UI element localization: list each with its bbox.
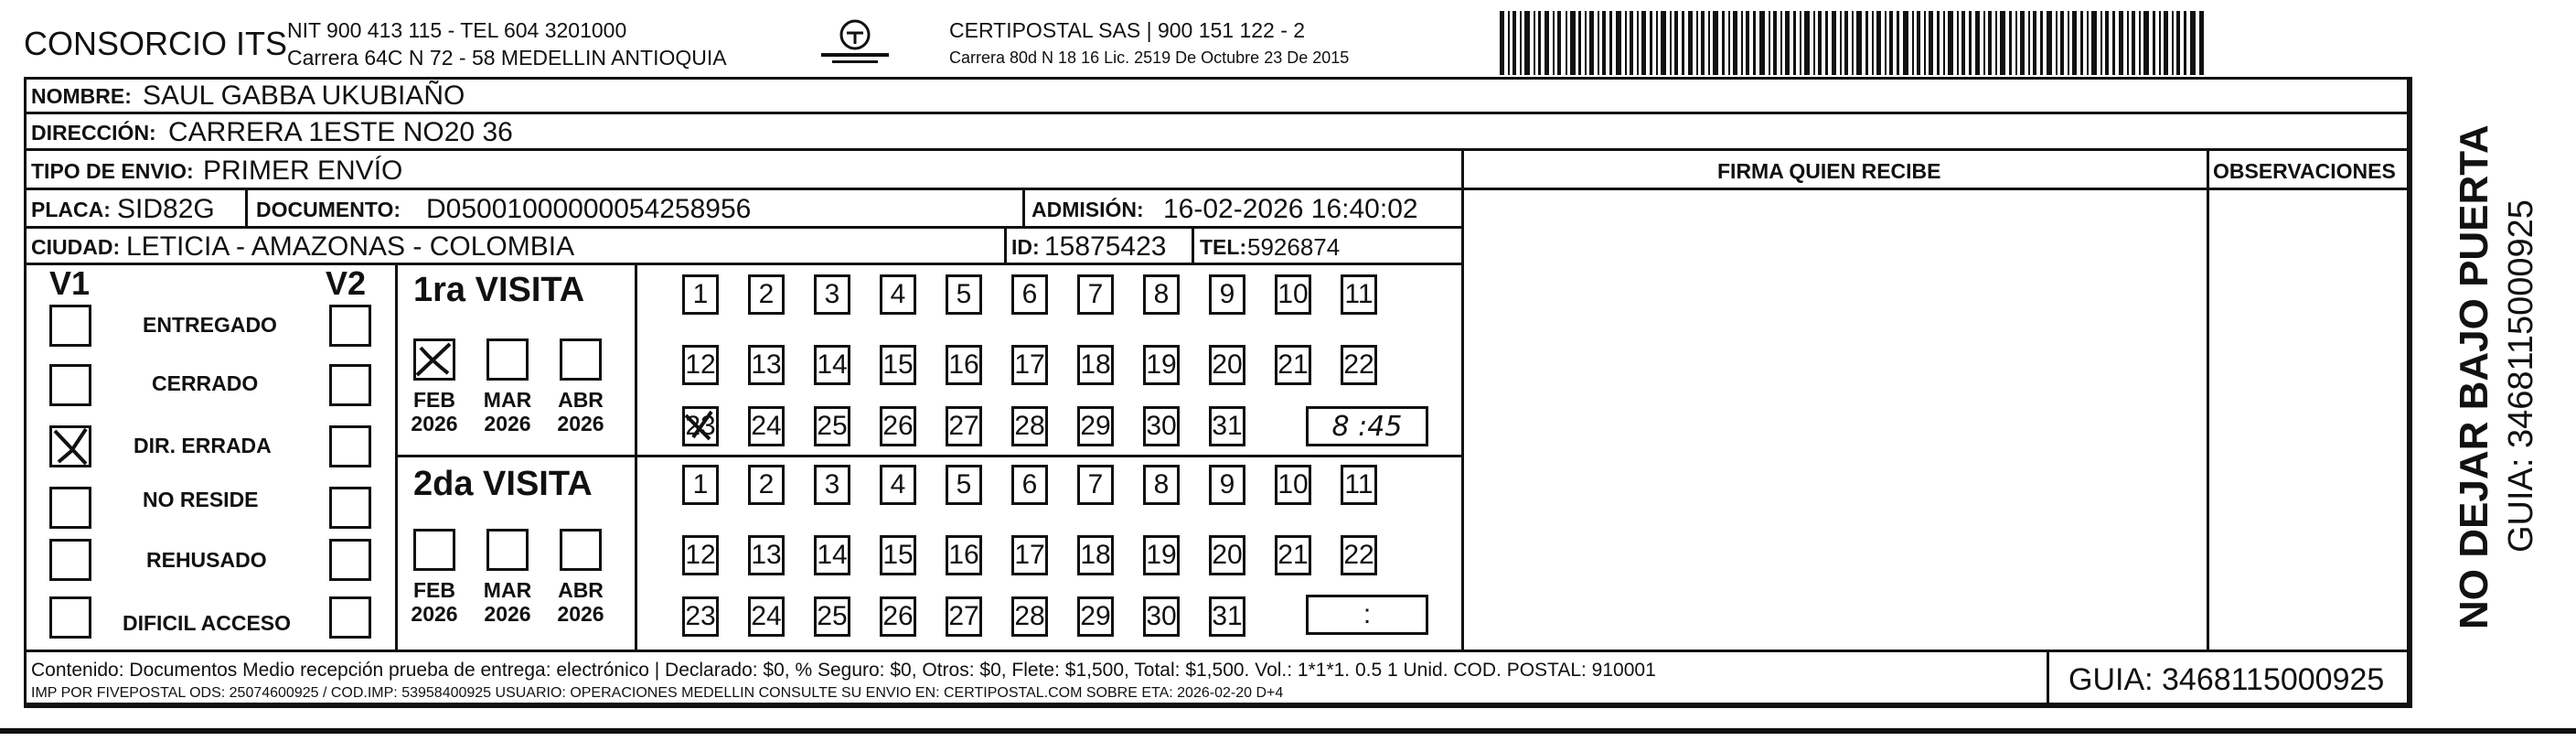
second-visit-day-27[interactable] [946,596,982,637]
first-visit-day-31[interactable] [1209,406,1245,446]
first-visit-day-19[interactable] [1143,345,1180,385]
first-visit-day-label: 7 [1087,279,1104,309]
first-visit-day-4[interactable] [880,274,916,315]
first-visit-day-label: 23 [685,411,716,441]
first-visit-day-label: 25 [817,411,848,441]
first-visit-day-18[interactable] [1077,345,1114,385]
second-visit-day-1[interactable] [682,465,719,505]
v2-checkbox-no-reside[interactable] [329,487,371,529]
second-visit-month-mar[interactable] [486,529,529,571]
side-guia: GUIA: 3468115000925 [2502,199,2540,553]
first-visit-day-label: 29 [1080,411,1111,441]
second-visit-day-4[interactable] [880,465,916,505]
status-rehusado: REHUSADO [146,548,267,572]
first-visit-month-mar[interactable] [486,338,529,381]
v1-checkbox-dificil-acceso[interactable] [49,596,91,639]
second-visit-day-10[interactable] [1275,465,1311,505]
first-visit-day-label: 1 [692,279,709,309]
first-visit-day-label: 28 [1014,411,1045,441]
second-visit-day-label: 31 [1212,601,1243,631]
first-visit-day-30[interactable] [1143,406,1180,446]
second-visit-day-label: 10 [1277,469,1309,499]
first-visit-day-label: 2 [758,279,775,309]
second-visit-day-label: 13 [751,540,782,570]
first-visit-day-label: 14 [817,349,848,380]
second-visit-day-label: 6 [1021,469,1038,499]
first-visit-day-24[interactable] [748,406,785,446]
first-visit-day-label: 12 [685,349,716,380]
second-visit-day-3[interactable] [814,465,850,505]
v1-checkbox-no-reside[interactable] [49,487,91,529]
second-visit-abr-label: ABR 2026 [557,578,604,627]
second-visit-day-20[interactable] [1209,535,1245,575]
second-visit-day-label: 4 [890,469,906,499]
second-visit-day-label: 9 [1219,469,1235,499]
first-visit-month-feb[interactable] [413,338,455,381]
company-name: CONSORCIO ITS [24,25,288,62]
tel-label: TEL: [1200,235,1247,259]
first-visit-day-label: 26 [882,411,914,441]
first-visit-day-12[interactable] [682,345,719,385]
second-visit-day-label: 7 [1087,469,1104,499]
ciudad-label: CIUDAD: [31,235,121,259]
v1-label: V1 [49,264,91,302]
first-visit-day-16[interactable] [946,345,982,385]
id-label: ID: [1011,235,1040,259]
first-visit-month-abr[interactable] [560,338,602,381]
second-visit-day-24[interactable] [748,596,785,637]
second-visit-day-label: 17 [1014,540,1045,570]
first-visit-day-3[interactable] [814,274,850,315]
first-visit-day-23[interactable] [682,406,719,446]
second-visit-day-label: 21 [1277,540,1309,570]
v1-checkbox-cerrado[interactable] [49,364,91,406]
second-visit-day-15[interactable] [880,535,916,575]
nombre-label: NOMBRE: [31,84,132,108]
second-visit-day-label: 16 [948,540,979,570]
first-visit-day-label: 21 [1277,349,1309,380]
first-visit-day-21[interactable] [1275,345,1311,385]
documento-label: DOCUMENTO: [256,198,401,221]
tipo-envio-value: PRIMER ENVÍO [203,156,403,186]
second-visit-day-label: 27 [948,601,979,631]
second-visit-day-17[interactable] [1011,535,1048,575]
courier-line-2: Carrera 80d N 18 16 Lic. 2519 De Octubre 23 De 2015 [949,48,1350,67]
v1-checkbox-dir-errada[interactable] [49,425,91,467]
first-visit-day-25[interactable] [814,406,850,446]
second-visit-day-7[interactable] [1077,465,1114,505]
second-visit-day-label: 20 [1212,540,1243,570]
second-visit-day-28[interactable] [1011,596,1048,637]
second-visit-day-label: 19 [1146,540,1177,570]
first-visit-day-label: 6 [1021,279,1038,309]
first-visit-day-13[interactable] [748,345,785,385]
courier-line-1: CERTIPOSTAL SAS | 900 151 122 - 2 [949,18,1306,42]
status-dificil-acceso: DIFICIL ACCESO [123,611,292,635]
tel-value: 5926874 [1247,233,1341,261]
first-visit-day-label: 16 [948,349,979,380]
first-visit-day-label: 31 [1212,411,1243,441]
second-visit-day-13[interactable] [748,535,785,575]
first-visit-day-5[interactable] [946,274,982,315]
second-visit-month-feb[interactable] [413,529,455,571]
side-warning: NO DEJAR BAJO PUERTA [2452,124,2496,629]
first-visit-day-20[interactable] [1209,345,1245,385]
first-visit-day-9[interactable] [1209,274,1245,315]
first-visit-day-label: 22 [1343,349,1374,380]
first-visit-day-29[interactable] [1077,406,1114,446]
second-visit-day-label: 1 [692,469,709,499]
v2-checkbox-entregado[interactable] [329,305,371,347]
company-nit: NIT 900 413 115 - TEL 604 3201000 [287,18,627,42]
second-visit-time-box[interactable] [1306,595,1428,635]
second-visit-day-label: 14 [817,540,848,570]
second-visit-day-label: 18 [1080,540,1111,570]
second-visit-mar-label: MAR 2026 [483,578,532,627]
first-visit-day-label: 9 [1219,279,1235,309]
first-visit-day-label: 3 [824,279,840,309]
admision-value: 16-02-2026 16:40:02 [1163,194,1418,224]
first-visit-day-26[interactable] [880,406,916,446]
first-visit-day-label: 11 [1344,279,1374,309]
footer-print-line: IMP POR FIVEPOSTAL ODS: 25074600925 / COD.IMP: 53958400925 USUARIO: OPERACIONES MEDELLIN CONSULTE SU ENVIO EN: CERTIPOSTAL.COM SOBRE ETA: 2026-02-20 D+4 [31,685,1284,701]
v1-checkbox-rehusado[interactable] [49,539,91,581]
ciudad-value: LETICIA - AMAZONAS - COLOMBIA [126,231,575,262]
second-visit-day-23[interactable] [682,596,719,637]
second-visit-feb-label: FEB 2026 [411,578,458,627]
first-visit-day-17[interactable] [1011,345,1048,385]
second-visit-day-12[interactable] [682,535,719,575]
second-visit-day-11[interactable] [1341,465,1377,505]
first-visit-day-label: 13 [751,349,782,380]
first-visit-day-11[interactable] [1341,274,1377,315]
placa-label: PLACA: [31,198,111,221]
first-visit-feb-label: FEB 2026 [411,388,458,436]
first-visit-day-28[interactable] [1011,406,1048,446]
first-visit-day-label: 18 [1080,349,1111,380]
v2-checkbox-dificil-acceso[interactable] [329,596,371,639]
second-visit-day-label: 25 [817,601,848,631]
first-visit-mar-label: MAR 2026 [483,388,532,436]
second-visit-month-abr[interactable] [560,529,602,571]
first-visit-day-label: 24 [751,411,782,441]
checkmark-icon [49,425,91,467]
second-visit-day-label: 3 [824,469,840,499]
v2-checkbox-cerrado[interactable] [329,364,371,406]
first-visit-day-label: 10 [1277,279,1309,309]
first-visit-time-box[interactable] [1306,406,1428,446]
first-visit-day-label: 19 [1146,349,1177,380]
second-visit-day-30[interactable] [1143,596,1180,637]
first-visit-day-22[interactable] [1341,345,1377,385]
barcode [1500,11,2204,75]
nombre-value: SAUL GABBA UKUBIAÑO [143,81,465,111]
certipostal-logo [814,16,896,68]
second-visit-day-14[interactable] [814,535,850,575]
first-visit-abr-label: ABR 2026 [557,388,604,436]
first-visit-day-label: 17 [1014,349,1045,380]
v2-label: V2 [326,264,367,302]
first-visit-day-label: 5 [956,279,972,309]
second-visit-day-21[interactable] [1275,535,1311,575]
second-visit-title: 2da VISITA [413,465,593,503]
admision-label: ADMISIÓN: [1031,198,1144,221]
company-address: Carrera 64C N 72 - 58 MEDELLIN ANTIOQUIA [287,46,727,70]
first-visit-day-label: 20 [1212,349,1243,380]
status-dir-errada: DIR. ERRADA [134,434,272,457]
first-visit-time: 8 :45 [1331,410,1403,443]
second-visit-day-25[interactable] [814,596,850,637]
checkmark-icon [682,406,719,446]
direccion-value: CARRERA 1ESTE NO20 36 [168,117,513,147]
first-visit-day-label: 15 [882,349,914,380]
first-visit-day-27[interactable] [946,406,982,446]
first-visit-day-2[interactable] [748,274,785,315]
second-visit-day-label: 8 [1153,469,1170,499]
v2-checkbox-rehusado[interactable] [329,539,371,581]
second-visit-day-22[interactable] [1341,535,1377,575]
second-visit-day-26[interactable] [880,596,916,637]
id-value: 15875423 [1044,231,1167,262]
second-visit-day-label: 2 [758,469,775,499]
status-cerrado: CERRADO [152,371,259,395]
v1-checkbox-entregado[interactable] [49,305,91,347]
second-visit-day-label: 24 [751,601,782,631]
second-visit-day-label: 30 [1146,601,1177,631]
second-visit-day-label: 26 [882,601,914,631]
direccion-label: DIRECCIÓN: [31,121,156,145]
placa-value: SID82G [117,194,215,224]
first-visit-day-1[interactable] [682,274,719,315]
cross-mark-icon [413,338,455,381]
second-visit-day-2[interactable] [748,465,785,505]
first-visit-title: 1ra VISITA [413,271,585,309]
side-panel [2412,77,2576,708]
second-visit-time: : [1363,599,1372,629]
second-visit-day-label: 28 [1014,601,1045,631]
v2-checkbox-dir-errada[interactable] [329,425,371,467]
firma-label: FIRMA QUIEN RECIBE [1717,159,1941,183]
second-visit-day-19[interactable] [1143,535,1180,575]
second-visit-day-label: 23 [685,601,716,631]
second-visit-day-8[interactable] [1143,465,1180,505]
second-visit-day-18[interactable] [1077,535,1114,575]
second-visit-day-label: 5 [956,469,972,499]
second-visit-day-16[interactable] [946,535,982,575]
second-visit-day-5[interactable] [946,465,982,505]
status-entregado: ENTREGADO [143,313,277,337]
second-visit-day-31[interactable] [1209,596,1245,637]
second-visit-day-label: 11 [1344,469,1374,499]
first-visit-day-label: 30 [1146,411,1177,441]
status-no-reside: NO RESIDE [143,488,259,511]
first-visit-day-14[interactable] [814,345,850,385]
first-visit-day-label: 8 [1153,279,1170,309]
first-visit-day-7[interactable] [1077,274,1114,315]
second-visit-day-29[interactable] [1077,596,1114,637]
first-visit-day-label: 4 [890,279,906,309]
second-visit-day-label: 12 [685,540,716,570]
footer-guia: GUIA: 3468115000925 [2068,662,2385,697]
second-visit-day-label: 22 [1343,540,1374,570]
first-visit-day-15[interactable] [880,345,916,385]
observaciones-label: OBSERVACIONES [2213,159,2396,183]
scan-edge [0,728,2576,734]
tipo-envio-label: TIPO DE ENVIO: [31,159,194,183]
documento-value: D05001000000054258956 [426,194,752,224]
second-visit-day-label: 15 [882,540,914,570]
first-visit-day-6[interactable] [1011,274,1048,315]
first-visit-day-label: 27 [948,411,979,441]
footer-content-line: Contenido: Documentos Medio recepción prueba de entrega: electrónico | Declarado: $0, % Seguro: $0, Otros: $0, Flete: $1,500, Total: $1,500. Vol.: 1*1*1. 0.5 1 Unid. COD. POSTAL: 910001 [31,660,1656,681]
first-visit-day-8[interactable] [1143,274,1180,315]
first-visit-day-10[interactable] [1275,274,1311,315]
second-visit-day-label: 29 [1080,601,1111,631]
second-visit-day-9[interactable] [1209,465,1245,505]
second-visit-day-6[interactable] [1011,465,1048,505]
